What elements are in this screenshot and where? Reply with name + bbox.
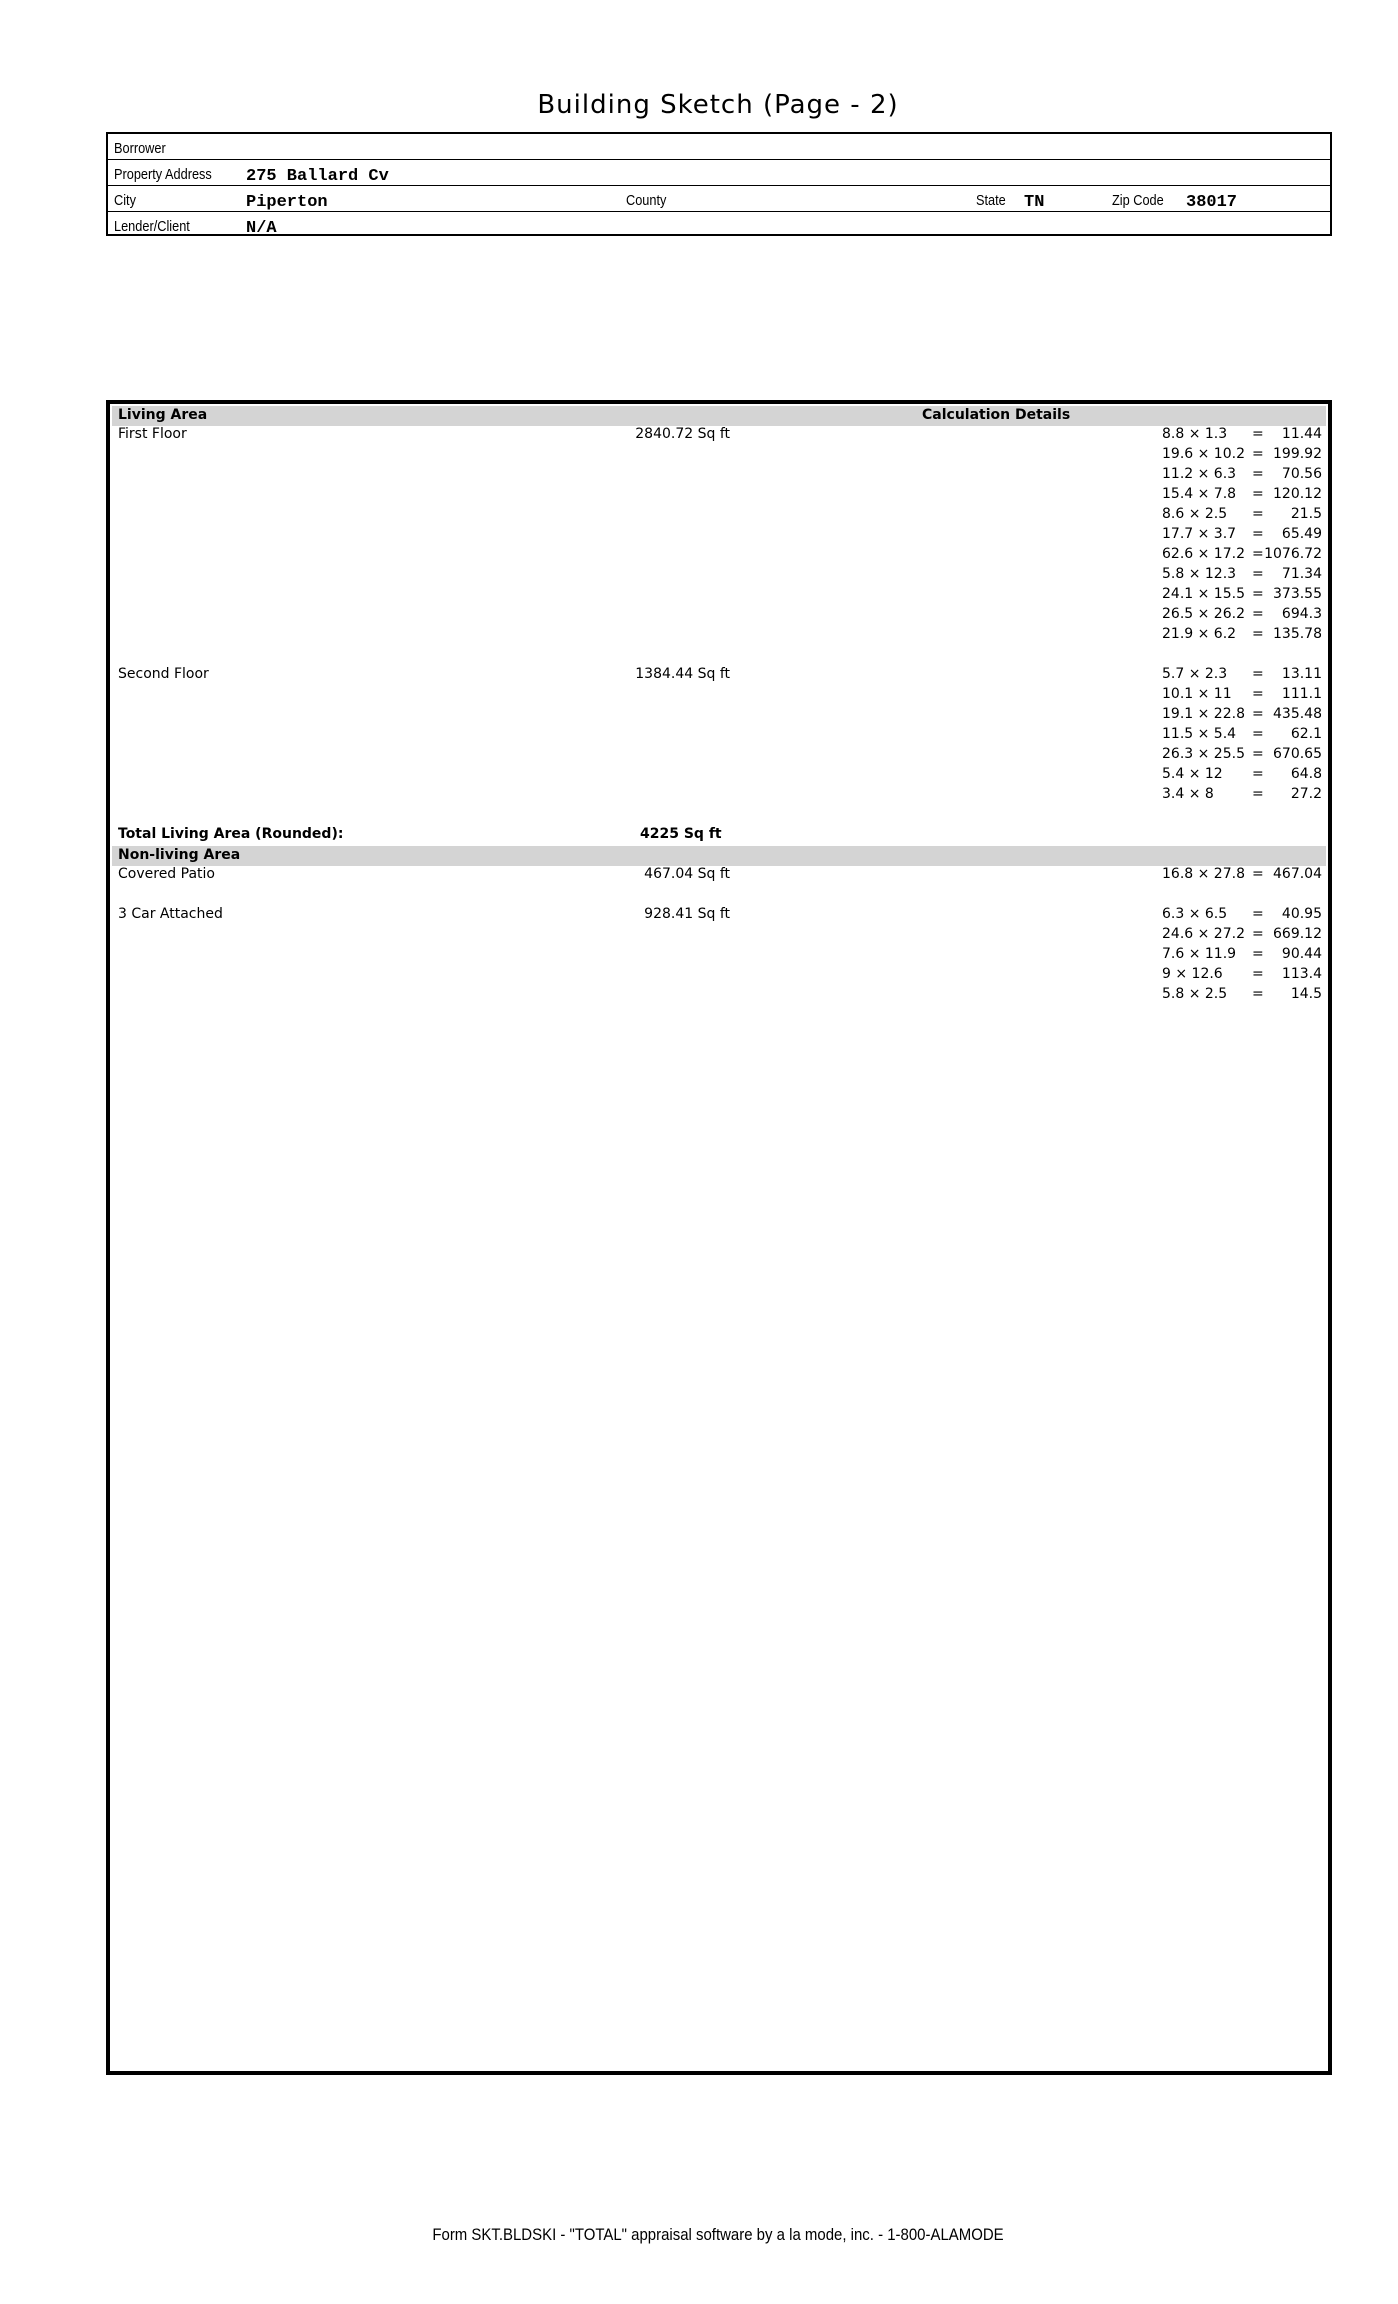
calc-expression: 17.7 × 3.7 <box>1162 526 1237 542</box>
calc-equals: = <box>1252 466 1264 482</box>
calc-expression: 8.6 × 2.5 <box>1162 506 1228 522</box>
calc-equals: = <box>1252 766 1264 782</box>
calc-row <box>1162 506 1322 526</box>
calc-equals: = <box>1252 626 1264 642</box>
address-label: Property Address <box>114 166 212 183</box>
lender-value: N/A <box>246 219 277 238</box>
borrower-row <box>108 134 1330 160</box>
calc-expression: 9 × 12.6 <box>1162 966 1223 982</box>
calc-result: 70.56 <box>1281 466 1322 482</box>
city-label: City <box>114 192 136 209</box>
calc-expression: 5.8 × 12.3 <box>1162 566 1237 582</box>
calc-result: 21.5 <box>1290 506 1322 522</box>
calc-result: 40.95 <box>1281 906 1322 922</box>
calc-result: 435.48 <box>1273 706 1322 722</box>
calc-equals: = <box>1252 566 1264 582</box>
living-area-header <box>112 406 1326 426</box>
second-floor-label: Second Floor <box>118 666 209 682</box>
calc-row <box>1162 966 1322 986</box>
calc-expression: 24.6 × 27.2 <box>1162 926 1245 942</box>
calc-expression: 16.8 × 27.8 <box>1162 866 1245 882</box>
calc-equals: = <box>1252 926 1264 942</box>
state-label: State <box>976 192 1006 209</box>
calc-expression: 62.6 × 17.2 <box>1162 546 1245 562</box>
total-living-area-label: Total Living Area (Rounded): <box>118 826 344 842</box>
calc-row <box>1162 986 1322 1006</box>
calc-equals: = <box>1252 446 1264 462</box>
covered-patio-label: Covered Patio <box>118 866 215 882</box>
state-value: TN <box>1024 193 1045 212</box>
calc-equals: = <box>1252 426 1264 442</box>
address-row <box>108 160 1330 186</box>
non-living-area-header <box>112 846 1326 866</box>
calc-expression: 19.6 × 10.2 <box>1162 446 1245 462</box>
address-value: 275 Ballard Cv <box>246 167 389 186</box>
calc-result: 467.04 <box>1273 866 1322 882</box>
calc-equals: = <box>1252 586 1264 602</box>
calc-expression: 19.1 × 22.8 <box>1162 706 1245 722</box>
calc-result: 199.92 <box>1273 446 1322 462</box>
total-living-area-value: 4225 Sq ft <box>640 826 722 842</box>
calc-expression: 26.5 × 26.2 <box>1162 606 1245 622</box>
lender-row <box>108 212 1330 238</box>
calculation-details-heading: Calculation Details <box>922 407 1071 423</box>
calc-row <box>1162 546 1322 566</box>
form-footer: Form SKT.BLDSKI - "TOTAL" appraisal software by a la mode, inc. - 1-800-ALAMODE <box>432 2225 1004 2244</box>
calc-expression: 5.4 × 12 <box>1162 766 1223 782</box>
calc-expression: 5.7 × 2.3 <box>1162 666 1228 682</box>
calc-equals: = <box>1252 526 1264 542</box>
calc-equals: = <box>1252 666 1264 682</box>
covered-patio-area: 467.04 Sq ft <box>644 866 730 882</box>
calc-result: 62.1 <box>1290 726 1322 742</box>
calc-expression: 7.6 × 11.9 <box>1162 946 1237 962</box>
calc-row <box>1162 786 1322 806</box>
calc-expression: 11.2 × 6.3 <box>1162 466 1237 482</box>
calc-equals: = <box>1252 966 1264 982</box>
calc-result: 90.44 <box>1281 946 1322 962</box>
calc-row <box>1162 706 1322 726</box>
calc-row <box>1162 946 1322 966</box>
calc-expression: 26.3 × 25.5 <box>1162 746 1245 762</box>
calc-row <box>1162 446 1322 466</box>
calc-equals: = <box>1252 486 1264 502</box>
calc-result: 13.11 <box>1281 666 1322 682</box>
calc-row <box>1162 426 1322 446</box>
city-value: Piperton <box>246 193 328 212</box>
calc-expression: 5.8 × 2.5 <box>1162 986 1228 1002</box>
garage-area: 928.41 Sq ft <box>644 906 730 922</box>
calc-row <box>1162 686 1322 706</box>
calc-row <box>1162 726 1322 746</box>
calc-equals: = <box>1252 606 1264 622</box>
calc-equals: = <box>1252 706 1264 722</box>
calc-result: 11.44 <box>1281 426 1322 442</box>
calc-row <box>1162 666 1322 686</box>
calc-result: 65.49 <box>1281 526 1322 542</box>
calc-result: 373.55 <box>1273 586 1322 602</box>
calc-row <box>1162 466 1322 486</box>
lender-label: Lender/Client <box>114 218 190 235</box>
calc-expression: 21.9 × 6.2 <box>1162 626 1237 642</box>
calc-row <box>1162 586 1322 606</box>
calc-result: 1076.72 <box>1264 546 1322 562</box>
living-area-heading: Living Area <box>118 407 208 423</box>
calc-equals: = <box>1252 946 1264 962</box>
calc-equals: = <box>1252 746 1264 762</box>
calc-equals: = <box>1252 866 1264 882</box>
calc-result: 27.2 <box>1290 786 1322 802</box>
calc-row <box>1162 766 1322 786</box>
non-living-area-heading: Non-living Area <box>118 847 241 863</box>
first-floor-label: First Floor <box>118 426 187 442</box>
property-header <box>106 132 1332 236</box>
calc-row <box>1162 566 1322 586</box>
calc-row <box>1162 866 1322 886</box>
calc-row <box>1162 926 1322 946</box>
calc-equals: = <box>1252 506 1264 522</box>
calc-result: 71.34 <box>1281 566 1322 582</box>
calc-equals: = <box>1252 546 1264 562</box>
garage-label: 3 Car Attached <box>118 906 223 922</box>
calc-equals: = <box>1252 686 1264 702</box>
calc-equals: = <box>1252 726 1264 742</box>
calc-result: 670.65 <box>1273 746 1322 762</box>
calc-result: 694.3 <box>1281 606 1322 622</box>
calc-result: 113.4 <box>1281 966 1322 982</box>
calc-row <box>1162 746 1322 766</box>
calc-equals: = <box>1252 986 1264 1002</box>
calc-row <box>1162 486 1322 506</box>
calc-result: 135.78 <box>1273 626 1322 642</box>
calc-expression: 10.1 × 11 <box>1162 686 1232 702</box>
calc-result: 64.8 <box>1290 766 1322 782</box>
first-floor-area: 2840.72 Sq ft <box>635 426 730 442</box>
calc-expression: 11.5 × 5.4 <box>1162 726 1237 742</box>
calc-equals: = <box>1252 786 1264 802</box>
calc-expression: 3.4 × 8 <box>1162 786 1214 802</box>
second-floor-area: 1384.44 Sq ft <box>635 666 730 682</box>
calc-expression: 8.8 × 1.3 <box>1162 426 1228 442</box>
calc-row <box>1162 626 1322 646</box>
area-calculation-table <box>106 400 1332 2075</box>
city-row <box>108 186 1330 212</box>
page-title: Building Sketch (Page - 2) <box>537 90 899 120</box>
borrower-label: Borrower <box>114 140 166 157</box>
calc-row <box>1162 526 1322 546</box>
zip-value: 38017 <box>1186 193 1238 212</box>
calc-row <box>1162 906 1322 926</box>
county-label: County <box>626 192 667 209</box>
calc-result: 120.12 <box>1273 486 1322 502</box>
calc-equals: = <box>1252 906 1264 922</box>
calc-result: 669.12 <box>1273 926 1322 942</box>
calc-result: 111.1 <box>1281 686 1322 702</box>
calc-expression: 6.3 × 6.5 <box>1162 906 1228 922</box>
calc-expression: 15.4 × 7.8 <box>1162 486 1237 502</box>
calc-expression: 24.1 × 15.5 <box>1162 586 1245 602</box>
calc-row <box>1162 606 1322 626</box>
calc-result: 14.5 <box>1290 986 1322 1002</box>
zip-label: Zip Code <box>1112 192 1164 209</box>
